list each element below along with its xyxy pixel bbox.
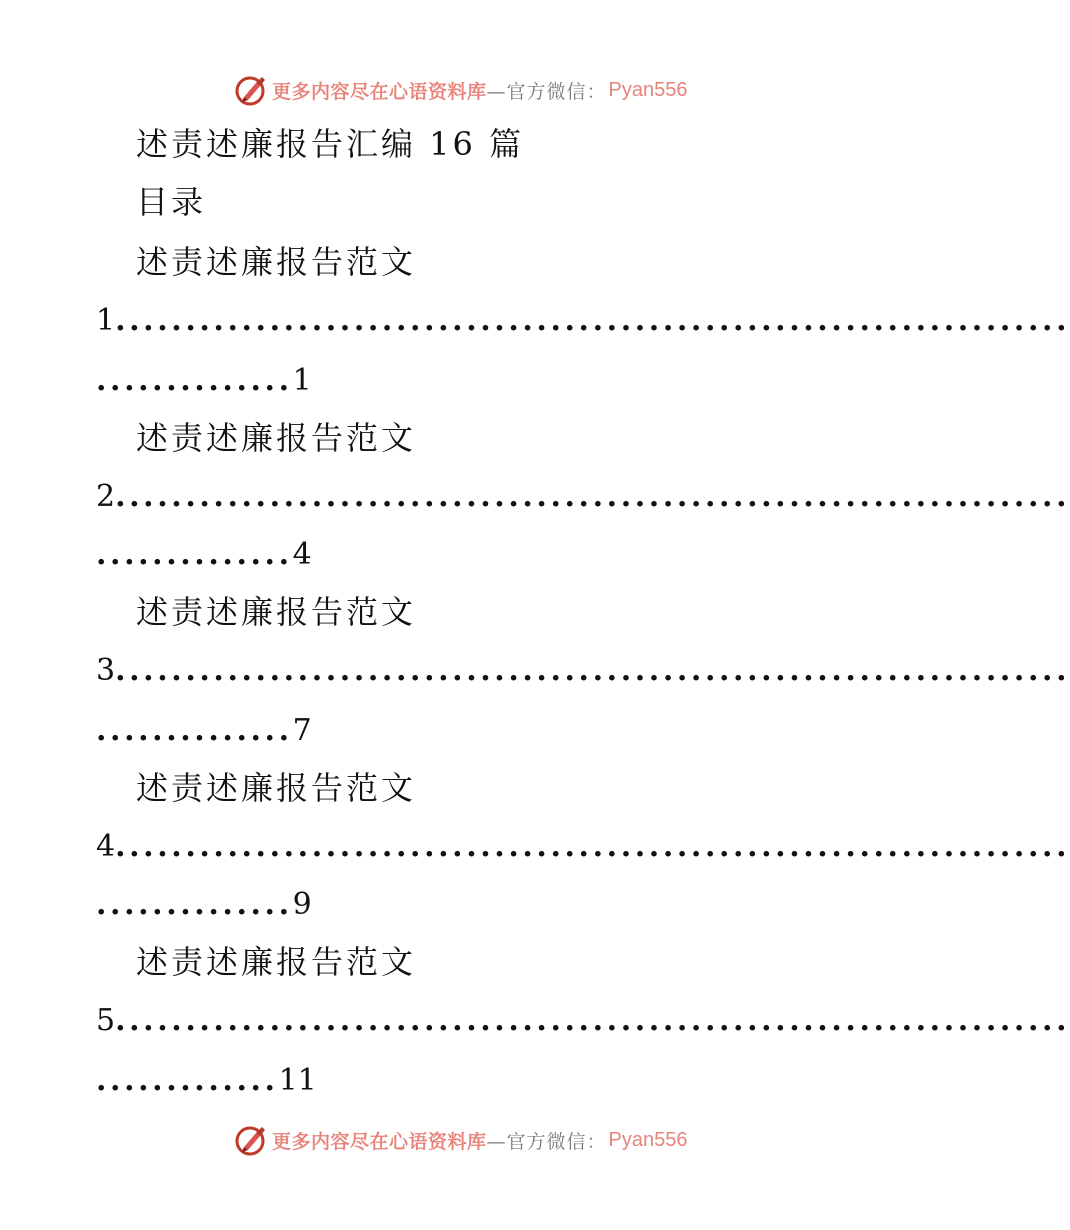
toc-leader-line xyxy=(96,829,1070,864)
toc-entry-title[interactable]: 述责述廉报告范文 xyxy=(136,419,417,457)
pen-logo-icon xyxy=(234,73,268,107)
toc-entry-page[interactable]: 1 xyxy=(292,363,312,398)
toc-heading: 目录 xyxy=(136,183,207,221)
dot-leader: .............. xyxy=(96,887,293,922)
toc-leader-line xyxy=(96,1003,1070,1038)
watermark-slogan: 更多内容尽在心语资料库 xyxy=(272,1130,487,1153)
toc-entry-number: 4 xyxy=(96,829,116,864)
document-title: 述责述廉报告汇编 16 篇 xyxy=(136,125,525,163)
pen-logo-icon xyxy=(234,1123,268,1157)
dot-leader: .................................................................... xyxy=(115,303,1070,338)
toc-entry-number: 3 xyxy=(96,653,116,688)
toc-entry-page[interactable]: 11 xyxy=(278,1063,317,1098)
dot-leader: .............. xyxy=(96,363,293,398)
toc-leader-line-continued xyxy=(96,713,312,748)
toc-entry-number: 2 xyxy=(96,479,116,514)
dot-leader: .................................................................... xyxy=(115,653,1070,688)
toc-entry-title[interactable]: 述责述廉报告范文 xyxy=(136,593,417,631)
toc-leader-line-continued xyxy=(96,363,312,398)
toc-leader-line-continued xyxy=(96,1063,317,1098)
dot-leader: ............. xyxy=(96,1063,279,1098)
toc-entry-page[interactable]: 7 xyxy=(292,713,312,748)
watermark-wechat-id: Pyan556 xyxy=(608,78,688,101)
watermark-wechat-label: —官方微信： xyxy=(486,80,607,103)
footer-watermark xyxy=(234,1122,688,1158)
toc-leader-line-continued xyxy=(96,537,312,572)
toc-entry-page[interactable]: 4 xyxy=(292,537,312,572)
header-watermark xyxy=(234,72,688,108)
dot-leader: .................................................................... xyxy=(115,1003,1070,1038)
toc-leader-line-continued xyxy=(96,887,312,922)
dot-leader: .............. xyxy=(96,537,293,572)
dot-leader: .................................................................... xyxy=(115,479,1070,514)
toc-entry-number: 5 xyxy=(96,1003,116,1038)
watermark-wechat-id: Pyan556 xyxy=(608,1128,688,1151)
toc-entry-title[interactable]: 述责述廉报告范文 xyxy=(136,243,417,281)
toc-entry-title[interactable]: 述责述廉报告范文 xyxy=(136,943,417,981)
toc-leader-line xyxy=(96,303,1070,338)
toc-entry-page[interactable]: 9 xyxy=(292,887,312,922)
toc-entry-number: 1 xyxy=(96,303,116,338)
dot-leader: .................................................................... xyxy=(115,829,1070,864)
toc-leader-line xyxy=(96,653,1070,688)
watermark-wechat-label: —官方微信： xyxy=(486,1130,607,1153)
toc-leader-line xyxy=(96,479,1070,514)
toc-entry-title[interactable]: 述责述廉报告范文 xyxy=(136,769,417,807)
watermark-slogan: 更多内容尽在心语资料库 xyxy=(272,80,487,103)
dot-leader: .............. xyxy=(96,713,293,748)
